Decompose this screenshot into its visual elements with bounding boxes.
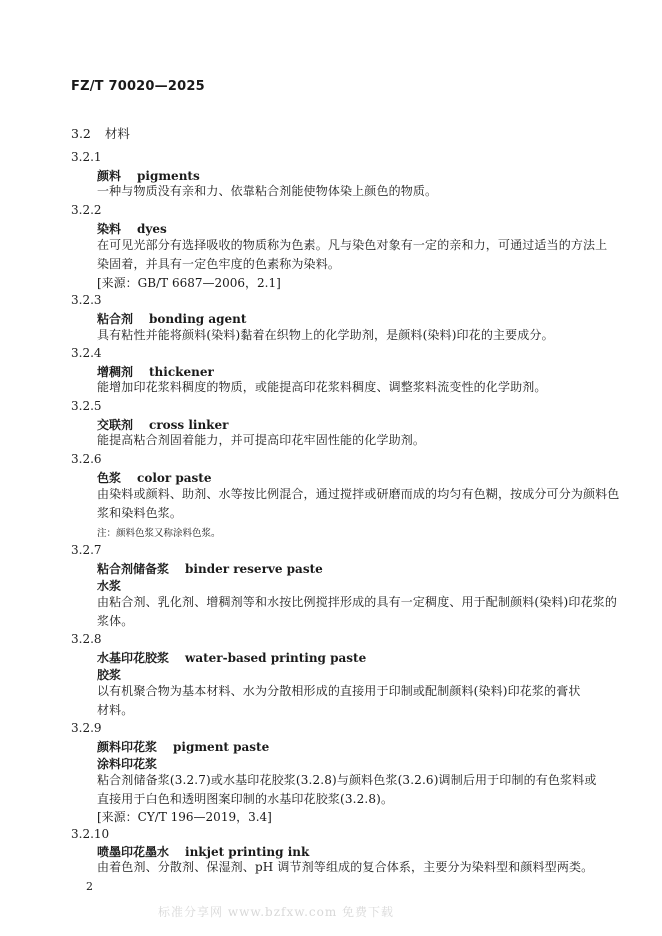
term-heading xyxy=(97,649,366,666)
term-en: thickener xyxy=(149,365,214,379)
term-en: color paste xyxy=(137,471,212,485)
term-heading xyxy=(97,469,212,486)
definition-line: 一种与物质没有亲和力、依靠粘合剂能使物体染上颜色的物质。 xyxy=(97,184,438,198)
definition xyxy=(97,236,607,274)
entry-number: 3.2.7 xyxy=(71,543,102,557)
term-cn: 颜料 xyxy=(97,169,122,183)
note: 注：颜料色浆又称涂料色浆。 xyxy=(97,528,221,539)
term-cn: 水基印花胶浆 xyxy=(97,651,170,665)
section-heading xyxy=(71,124,130,142)
definition xyxy=(97,682,581,720)
term-synonym: 涂料印花浆 xyxy=(97,757,158,771)
term-heading xyxy=(97,738,269,755)
definition xyxy=(97,182,437,201)
term-cn: 粘合剂储备浆 xyxy=(97,562,170,576)
term-cn: 增稠剂 xyxy=(97,365,134,379)
term-cn: 粘合剂 xyxy=(97,312,134,326)
entry-number: 3.2.5 xyxy=(71,399,102,413)
definition xyxy=(97,431,425,450)
term-heading xyxy=(97,560,323,577)
term-en: cross linker xyxy=(149,418,229,432)
section-title: 材料 xyxy=(104,126,130,141)
entry-number: 3.2.8 xyxy=(71,632,102,646)
definition-line: 能提高粘合剂固着能力，并可提高印花牢固性能的化学助剂。 xyxy=(97,433,426,447)
term-en: binder reserve paste xyxy=(185,562,323,576)
term-cn: 颜料印花浆 xyxy=(97,740,158,754)
term-en: inkjet printing ink xyxy=(185,845,310,859)
entry-number: 3.2.9 xyxy=(71,721,102,735)
definition xyxy=(97,485,619,523)
section-number: 3.2 xyxy=(71,126,91,141)
term-cn: 喷墨印花墨水 xyxy=(97,845,170,859)
term-synonym: 胶浆 xyxy=(97,668,122,682)
definition xyxy=(97,771,597,809)
definition-line: 浆体。 xyxy=(97,614,134,628)
page-number: 2 xyxy=(86,880,93,893)
definition-line: 浆和染料色浆。 xyxy=(97,506,183,520)
definition-line: 由粘合剂、乳化剂、增稠剂等和水按比例搅拌形成的具有一定稠度、用于配制颜料(染料)印花浆的 xyxy=(97,595,617,609)
entry-number: 3.2.3 xyxy=(71,293,102,307)
term-cn: 色浆 xyxy=(97,471,122,485)
term-heading xyxy=(97,220,167,237)
definition-line: 具有粘性并能将颜料(染料)黏着在织物上的化学助剂，是颜料(染料)印花的主要成分。 xyxy=(97,328,554,342)
definition-line: 在可见光部分有选择吸收的物质称为色素。凡与染色对象有一定的亲和力，可通过适当的方法上 xyxy=(97,238,608,252)
term-en: dyes xyxy=(137,222,167,236)
definition-line: 以有机聚合物为基本材料、水为分散相形成的直接用于印制或配制颜料(染料)印花浆的膏状 xyxy=(97,684,581,698)
entry-number: 3.2.1 xyxy=(71,150,102,164)
source-reference: [来源：GB/T 6687—2006，2.1] xyxy=(97,276,281,290)
term-en: pigments xyxy=(137,169,200,183)
term-en: bonding agent xyxy=(149,312,247,326)
term-cn: 染料 xyxy=(97,222,122,236)
definition xyxy=(97,593,617,631)
entry-number: 3.2.10 xyxy=(71,827,110,841)
definition-line: 由着色剂、分散剂、保湿剂、pH 调节剂等组成的复合体系，主要分为染料型和颜料型两类。 xyxy=(97,860,594,874)
term-en: pigment paste xyxy=(173,740,270,754)
watermark-text: 标准分享网 www.bzfxw.com 免费下载 xyxy=(158,905,395,919)
definition xyxy=(97,858,593,877)
definition-line: 染固着，并具有一定色牢度的色素称为染料。 xyxy=(97,257,341,271)
entry-number: 3.2.2 xyxy=(71,203,102,217)
entry-number: 3.2.4 xyxy=(71,346,102,360)
definition-line: 材料。 xyxy=(97,703,134,717)
term-en: water-based printing paste xyxy=(185,651,367,665)
definition-line: 由染料或颜料、助剂、水等按比例混合，通过搅拌或研磨而成的均匀有色糊，按成分可分为颜料色 xyxy=(97,487,620,501)
definition xyxy=(97,326,554,345)
definition xyxy=(97,378,547,397)
definition-line: 直接用于白色和透明图案印制的水基印花胶浆(3.2.8)。 xyxy=(97,792,394,806)
term-heading xyxy=(97,310,246,327)
document-code: FZ/T 70020—2025 xyxy=(71,79,205,94)
entry-number: 3.2.6 xyxy=(71,452,102,466)
term-synonym: 水浆 xyxy=(97,579,122,593)
source-reference: [来源：CY/T 196—2019，3.4] xyxy=(97,810,272,824)
definition-line: 粘合剂储备浆(3.2.7)或水基印花胶浆(3.2.8)与颜料色浆(3.2.6)调制后用于印制的有色浆料或 xyxy=(97,773,597,787)
term-cn: 交联剂 xyxy=(97,418,134,432)
definition-line: 能增加印花浆料稠度的物质，或能提高印花浆料稠度、调整浆料流变性的化学助剂。 xyxy=(97,380,547,394)
